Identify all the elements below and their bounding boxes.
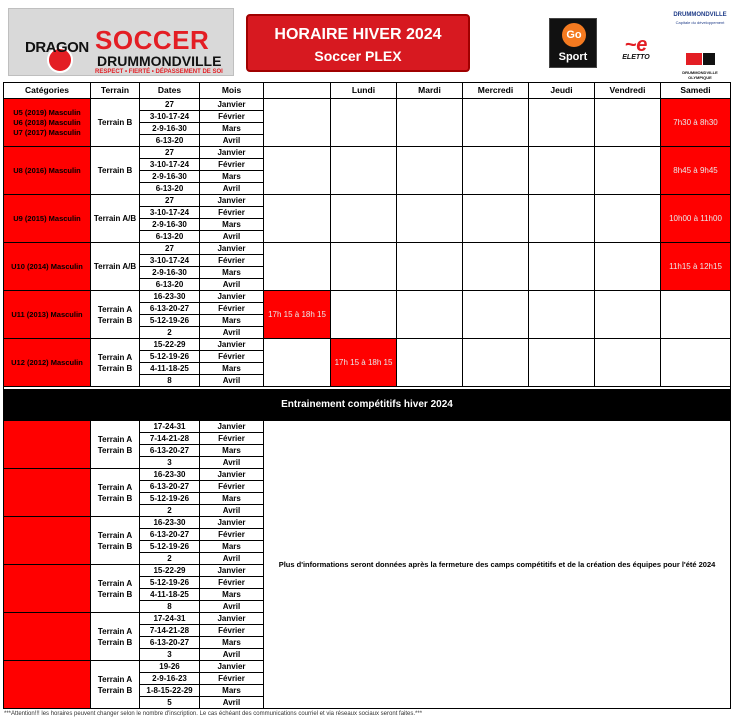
category-cell xyxy=(4,339,91,387)
dates-cell: 6-13-20 xyxy=(140,279,200,291)
terrain-cell xyxy=(91,469,140,517)
category-cell xyxy=(4,613,91,661)
drummondville-city-logo xyxy=(672,12,728,26)
dates-cell: 17-24-31 xyxy=(140,613,200,625)
competitive-banner: Entrainement compétitifs hiver 2024 xyxy=(4,390,731,421)
month-cell: Janvier xyxy=(200,565,264,577)
terrain-cell xyxy=(91,243,140,291)
month-cell: Avril xyxy=(200,553,264,565)
month-cell: Janvier xyxy=(200,99,264,111)
month-cell: Mars xyxy=(200,363,264,375)
empty-day-cell xyxy=(529,195,595,243)
dates-cell: 15-22-29 xyxy=(140,339,200,351)
schedule-title-box xyxy=(246,14,470,72)
month-cell: Mars xyxy=(200,685,264,697)
empty-day-cell xyxy=(397,243,463,291)
table-row xyxy=(4,243,731,255)
month-cell: Février xyxy=(200,577,264,589)
dates-cell: 6-13-20-27 xyxy=(140,481,200,493)
page-title: HORAIRE HIVER 2024 xyxy=(274,26,442,43)
empty-day-cell xyxy=(661,291,731,339)
header-categories: Catégories xyxy=(4,83,91,99)
empty-day-cell xyxy=(264,243,331,291)
table-row xyxy=(4,339,731,351)
dates-cell: 6-13-20-27 xyxy=(140,303,200,315)
category-label: U9 (2015) Masculin xyxy=(13,213,81,223)
dates-cell: 2-9-16-30 xyxy=(140,123,200,135)
month-cell: Mars xyxy=(200,445,264,457)
dates-cell: 3-10-17-24 xyxy=(140,159,200,171)
empty-day-cell xyxy=(331,99,397,147)
empty-day-cell xyxy=(463,339,529,387)
empty-day-cell xyxy=(595,339,661,387)
dates-cell: 16-23-30 xyxy=(140,291,200,303)
terrain-label: Terrain B xyxy=(97,541,133,551)
schedule-body xyxy=(4,99,731,709)
header-row xyxy=(4,83,731,99)
terrain-label: Terrain B xyxy=(97,445,133,455)
terrain-label: Terrain A xyxy=(97,578,133,588)
empty-day-cell xyxy=(264,195,331,243)
empty-day-cell xyxy=(595,147,661,195)
empty-day-cell xyxy=(331,291,397,339)
empty-day-cell xyxy=(529,339,595,387)
month-cell: Mars xyxy=(200,589,264,601)
dates-cell: 8 xyxy=(140,601,200,613)
month-cell: Avril xyxy=(200,601,264,613)
month-cell: Février xyxy=(200,433,264,445)
category-cell xyxy=(4,147,91,195)
dates-cell: 6-13-20-27 xyxy=(140,637,200,649)
month-cell: Avril xyxy=(200,231,264,243)
dates-cell: 27 xyxy=(140,147,200,159)
empty-day-cell xyxy=(463,195,529,243)
terrain-cell xyxy=(91,339,140,387)
terrain-label: Terrain B xyxy=(97,685,133,695)
category-label: U11 (2013) Masculin xyxy=(11,309,83,319)
category-label: U8 (2016) Masculin xyxy=(13,165,81,175)
month-cell: Janvier xyxy=(200,421,264,433)
time-slot-cell: 17h 15 à 18h 15 xyxy=(264,291,331,339)
logo-city-text: DRUMMONDVILLE xyxy=(97,53,222,69)
empty-day-cell xyxy=(331,243,397,291)
empty-day-cell xyxy=(529,243,595,291)
terrain-cell xyxy=(91,517,140,565)
dates-cell: 8 xyxy=(140,375,200,387)
terrain-label: Terrain B xyxy=(97,118,133,127)
dates-cell: 4-11-18-25 xyxy=(140,589,200,601)
dates-cell: 1-8-15-22-29 xyxy=(140,685,200,697)
terrain-label: Terrain A/B xyxy=(93,214,137,223)
schedule-table xyxy=(3,82,731,709)
empty-day-cell xyxy=(595,195,661,243)
dates-cell: 15-22-29 xyxy=(140,565,200,577)
month-cell: Avril xyxy=(200,183,264,195)
empty-day-cell xyxy=(331,195,397,243)
terrain-cell xyxy=(91,147,140,195)
dates-cell: 2 xyxy=(140,327,200,339)
category-label: U12 (2012) Masculin xyxy=(11,357,83,367)
logo-dragon-text: DRAGON xyxy=(25,39,89,56)
empty-day-cell xyxy=(397,99,463,147)
dates-cell: 27 xyxy=(140,99,200,111)
category-cell xyxy=(4,99,91,147)
dragon-soccer-logo xyxy=(8,8,234,76)
month-cell: Avril xyxy=(200,649,264,661)
dates-cell: 3 xyxy=(140,457,200,469)
dates-cell: 3-10-17-24 xyxy=(140,255,200,267)
header-blank xyxy=(264,83,331,99)
empty-day-cell xyxy=(264,147,331,195)
gosport-logo xyxy=(549,18,597,68)
dates-cell: 6-13-20-27 xyxy=(140,529,200,541)
terrain-label: Terrain A xyxy=(97,352,133,362)
header-mercredi: Mercredi xyxy=(463,83,529,99)
logo-red-block-icon xyxy=(686,53,702,65)
empty-day-cell xyxy=(595,291,661,339)
dates-cell: 2-9-16-30 xyxy=(140,267,200,279)
empty-day-cell xyxy=(397,339,463,387)
month-cell: Février xyxy=(200,625,264,637)
empty-day-cell xyxy=(661,339,731,387)
header-jeudi: Jeudi xyxy=(529,83,595,99)
dates-cell: 27 xyxy=(140,195,200,207)
dates-cell: 7-14-21-28 xyxy=(140,433,200,445)
time-slot-cell: 7h30 à 8h30 xyxy=(661,99,731,147)
dates-cell: 3-10-17-24 xyxy=(140,207,200,219)
eletto-logo xyxy=(612,36,660,62)
terrain-cell xyxy=(91,291,140,339)
month-cell: Février xyxy=(200,673,264,685)
dates-cell: 4-11-18-25 xyxy=(140,363,200,375)
empty-day-cell xyxy=(397,291,463,339)
gosport-go-text: Go xyxy=(562,23,586,47)
time-slot-cell: 11h15 à 12h15 xyxy=(661,243,731,291)
header-terrain: Terrain xyxy=(91,83,140,99)
empty-day-cell xyxy=(463,243,529,291)
empty-day-cell xyxy=(529,99,595,147)
terrain-label: Terrain B xyxy=(97,315,133,325)
empty-day-cell xyxy=(463,291,529,339)
terrain-label: Terrain A xyxy=(97,674,133,684)
terrain-label: Terrain B xyxy=(97,493,133,503)
terrain-label: Terrain B xyxy=(97,166,133,175)
dates-cell: 5 xyxy=(140,697,200,709)
month-cell: Mars xyxy=(200,219,264,231)
dates-cell: 7-14-21-28 xyxy=(140,625,200,637)
month-cell: Janvier xyxy=(200,661,264,673)
dates-cell: 2 xyxy=(140,553,200,565)
month-cell: Janvier xyxy=(200,339,264,351)
terrain-cell xyxy=(91,613,140,661)
dates-cell: 2-9-16-30 xyxy=(140,171,200,183)
month-cell: Mars xyxy=(200,493,264,505)
month-cell: Mars xyxy=(200,315,264,327)
category-cell xyxy=(4,421,91,469)
month-cell: Avril xyxy=(200,505,264,517)
dates-cell: 6-13-20 xyxy=(140,135,200,147)
dates-cell: 3 xyxy=(140,649,200,661)
month-cell: Janvier xyxy=(200,517,264,529)
month-cell: Mars xyxy=(200,541,264,553)
terrain-label: Terrain A xyxy=(97,530,133,540)
category-cell xyxy=(4,661,91,709)
dates-cell: 3-10-17-24 xyxy=(140,111,200,123)
empty-day-cell xyxy=(397,195,463,243)
table-row xyxy=(4,421,731,433)
month-cell: Mars xyxy=(200,123,264,135)
month-cell: Février xyxy=(200,351,264,363)
footnote: ***Attention!!! les horaires peuvent changer selon le nombre d'inscription. Le cas échéant des communications courriel et via réseaux sociaux seront faites.*** xyxy=(4,711,423,717)
header-dates: Dates xyxy=(140,83,200,99)
logo-soccer-text: SOCCER xyxy=(95,25,210,55)
month-cell: Février xyxy=(200,303,264,315)
empty-day-cell xyxy=(595,99,661,147)
dates-cell: 16-23-30 xyxy=(140,517,200,529)
month-cell: Avril xyxy=(200,135,264,147)
month-cell: Avril xyxy=(200,327,264,339)
logo-black-block-icon xyxy=(703,53,715,65)
dates-cell: 5-12-19-26 xyxy=(140,315,200,327)
dates-cell: 17-24-31 xyxy=(140,421,200,433)
month-cell: Janvier xyxy=(200,147,264,159)
dates-cell: 2-9-16-30 xyxy=(140,219,200,231)
drummondville-olympique-text: DRUMMONDVILLE OLYMPIQUE xyxy=(682,70,718,80)
month-cell: Février xyxy=(200,159,264,171)
drummondville-subtext: Capitale du développement xyxy=(675,20,725,25)
header-mois: Mois xyxy=(200,83,264,99)
empty-day-cell xyxy=(264,339,331,387)
month-cell: Avril xyxy=(200,375,264,387)
month-cell: Février xyxy=(200,111,264,123)
category-cell xyxy=(4,469,91,517)
page-subtitle: Soccer PLEX xyxy=(314,48,402,64)
header-vendredi: Vendredi xyxy=(595,83,661,99)
month-cell: Février xyxy=(200,207,264,219)
category-cell xyxy=(4,517,91,565)
terrain-label: Terrain A/B xyxy=(93,262,137,271)
empty-day-cell xyxy=(397,147,463,195)
info-message: Plus d'informations seront données après la fermeture des camps compétitifs et de la création des équipes pour l'été 2024 xyxy=(264,421,731,709)
dates-cell: 19-26 xyxy=(140,661,200,673)
month-cell: Janvier xyxy=(200,195,264,207)
month-cell: Avril xyxy=(200,279,264,291)
terrain-label: Terrain B xyxy=(97,589,133,599)
category-label: U10 (2014) Masculin xyxy=(11,261,83,271)
time-slot-cell: 8h45 à 9h45 xyxy=(661,147,731,195)
month-cell: Janvier xyxy=(200,243,264,255)
gosport-sport-text: Sport xyxy=(558,51,588,63)
time-slot-cell: 17h 15 à 18h 15 xyxy=(331,339,397,387)
dates-cell: 5-12-19-26 xyxy=(140,541,200,553)
terrain-label: Terrain B xyxy=(97,637,133,647)
table-row xyxy=(4,291,731,303)
empty-day-cell xyxy=(463,147,529,195)
empty-day-cell xyxy=(331,147,397,195)
empty-day-cell xyxy=(529,147,595,195)
category-cell xyxy=(4,565,91,613)
month-cell: Février xyxy=(200,255,264,267)
month-cell: Février xyxy=(200,481,264,493)
category-label: U7 (2017) Masculin xyxy=(13,127,81,137)
category-label: U5 (2019) Masculin xyxy=(13,107,81,117)
table-row xyxy=(4,195,731,207)
terrain-label: Terrain B xyxy=(97,363,133,373)
dates-cell: 6-13-20-27 xyxy=(140,445,200,457)
drummondville-text: DRUMMONDVILLE xyxy=(673,12,727,18)
terrain-cell xyxy=(91,99,140,147)
eletto-swoosh-icon: ~e xyxy=(624,34,648,56)
terrain-label: Terrain A xyxy=(97,482,133,492)
table-row xyxy=(4,147,731,159)
category-cell xyxy=(4,291,91,339)
terrain-label: Terrain A xyxy=(97,304,133,314)
time-slot-cell: 10h00 à 11h00 xyxy=(661,195,731,243)
empty-day-cell xyxy=(264,99,331,147)
terrain-cell xyxy=(91,565,140,613)
dates-cell: 2 xyxy=(140,505,200,517)
drummondville-olympique-logo xyxy=(672,52,728,80)
terrain-label: Terrain A xyxy=(97,434,133,444)
month-cell: Janvier xyxy=(200,613,264,625)
month-cell: Janvier xyxy=(200,469,264,481)
header-lundi: Lundi xyxy=(331,83,397,99)
month-cell: Janvier xyxy=(200,291,264,303)
terrain-cell xyxy=(91,661,140,709)
dates-cell: 5-12-19-26 xyxy=(140,577,200,589)
dates-cell: 2-9-16-23 xyxy=(140,673,200,685)
month-cell: Mars xyxy=(200,637,264,649)
month-cell: Février xyxy=(200,529,264,541)
dates-cell: 27 xyxy=(140,243,200,255)
eletto-text: ELETTO xyxy=(622,54,650,61)
table-row xyxy=(4,99,731,111)
header-mardi: Mardi xyxy=(397,83,463,99)
category-label: U6 (2018) Masculin xyxy=(13,117,81,127)
empty-day-cell xyxy=(529,291,595,339)
terrain-cell xyxy=(91,421,140,469)
terrain-cell xyxy=(91,195,140,243)
month-cell: Avril xyxy=(200,697,264,709)
empty-day-cell xyxy=(595,243,661,291)
terrain-label: Terrain A xyxy=(97,626,133,636)
banner-row xyxy=(4,390,731,421)
dates-cell: 16-23-30 xyxy=(140,469,200,481)
month-cell: Mars xyxy=(200,171,264,183)
logo-tagline: RESPECT • FIERTÉ • DÉPASSEMENT DE SOI xyxy=(95,69,223,75)
category-cell xyxy=(4,243,91,291)
dates-cell: 6-13-20 xyxy=(140,183,200,195)
month-cell: Avril xyxy=(200,457,264,469)
dates-cell: 6-13-20 xyxy=(140,231,200,243)
dates-cell: 5-12-19-26 xyxy=(140,493,200,505)
empty-day-cell xyxy=(463,99,529,147)
header-samedi: Samedi xyxy=(661,83,731,99)
dates-cell: 5-12-19-26 xyxy=(140,351,200,363)
month-cell: Mars xyxy=(200,267,264,279)
category-cell xyxy=(4,195,91,243)
